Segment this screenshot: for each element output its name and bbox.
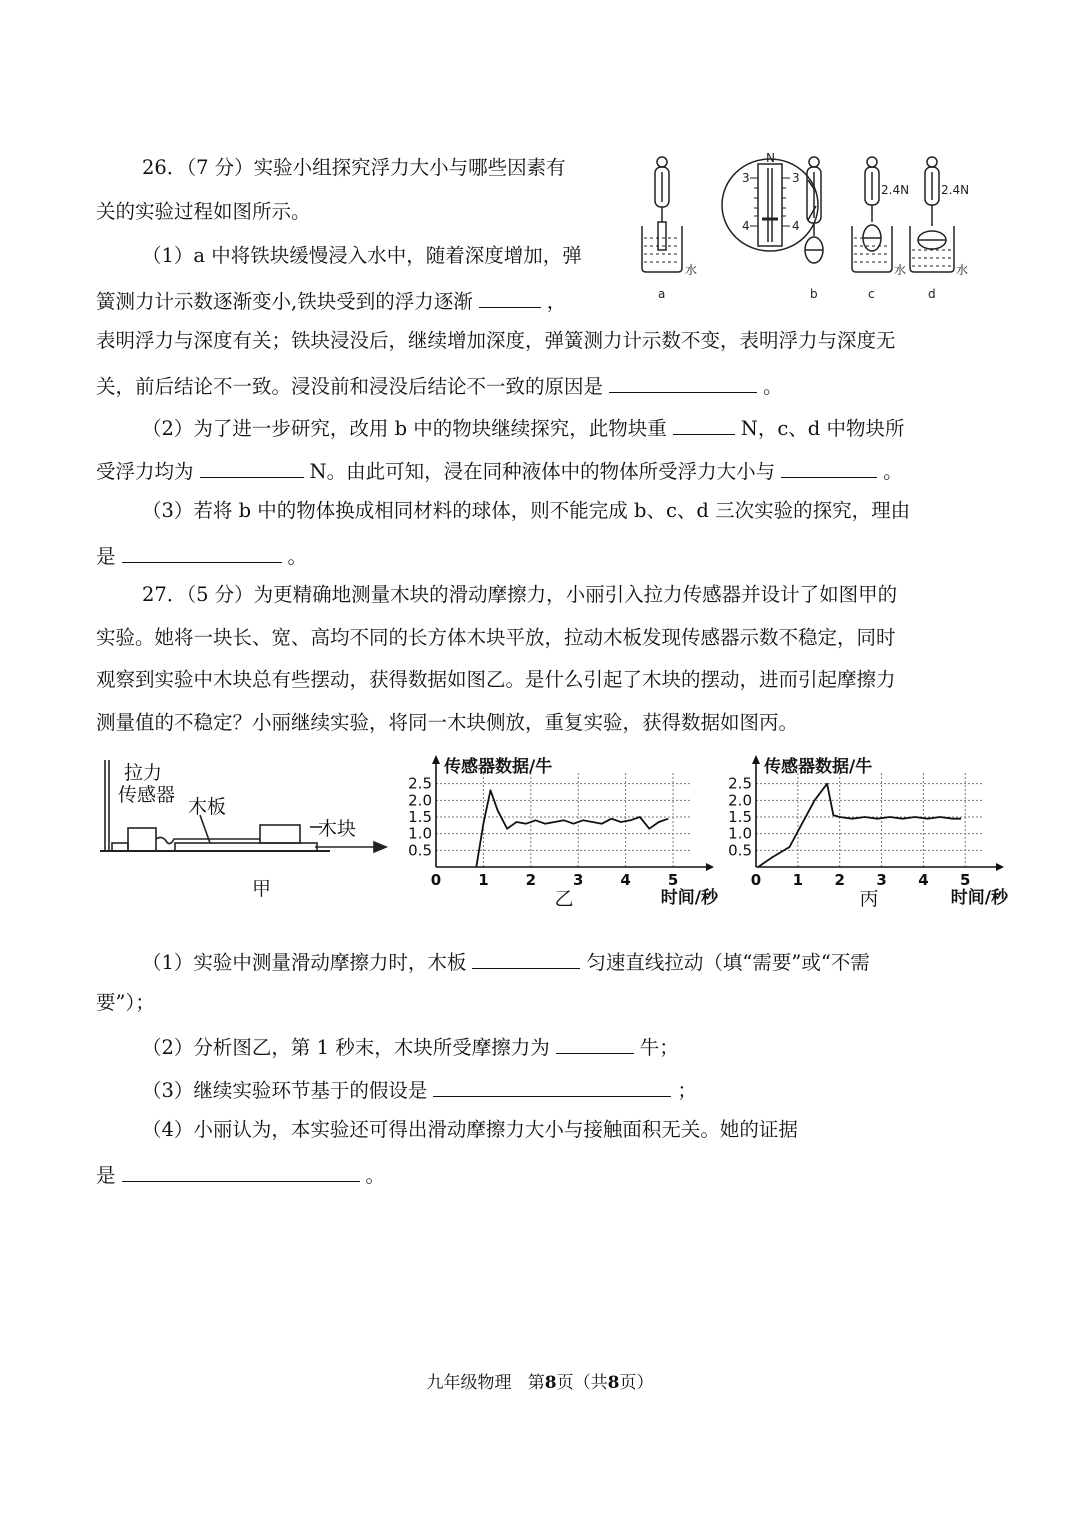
q27-p4-text: 是 bbox=[96, 1164, 116, 1187]
footer-page-prefix: 第 bbox=[527, 1373, 545, 1393]
x-tick-label: 5 bbox=[960, 871, 971, 889]
sensor-label-2: 传感器 bbox=[118, 784, 176, 806]
q26-p1-line3: 表明浮力与深度有关；铁块浸没后，继续增加深度，弹簧测力计示数不变，表明浮力与深度无 bbox=[96, 329, 896, 352]
answer-blank-6[interactable] bbox=[122, 542, 282, 563]
x-tick-label: 2 bbox=[834, 871, 845, 889]
water-label-d: 水 bbox=[956, 263, 969, 277]
q26-p1-text: 簧测力计示数逐渐变小,铁块受到的浮力逐渐 bbox=[96, 290, 473, 313]
x-tick-label: 4 bbox=[918, 871, 929, 889]
q26-p1-line4-text: 关，前后结论不一致。浸没前和浸没后结论不一致的原因是 bbox=[96, 375, 604, 398]
q27-p2 bbox=[142, 1033, 679, 1060]
water-label-a: 水 bbox=[685, 263, 698, 277]
zoom-tick-4-right: 4 bbox=[792, 219, 800, 233]
answer-blank-8[interactable] bbox=[556, 1033, 634, 1054]
footer-subject: 九年级物理 bbox=[426, 1373, 512, 1393]
q26-p1-line4 bbox=[96, 372, 783, 399]
chart-title: 传感器数据/牛 bbox=[764, 757, 873, 777]
x-tick-label: 3 bbox=[876, 871, 887, 889]
q26-p3-line2 bbox=[96, 542, 307, 569]
spring-scale-figure bbox=[640, 150, 1000, 310]
force-sensor bbox=[128, 828, 156, 851]
y-tick-label: 1.5 bbox=[728, 808, 752, 826]
q26-p3-text: 是 bbox=[96, 545, 116, 568]
q27-heading: 27．（5 分）为更精确地测量木块的滑动摩擦力，小丽引入拉力传感器并设计了如图甲的 bbox=[142, 583, 898, 606]
q27-p3-text: （3）继续实验环节基于的假设是 bbox=[142, 1079, 428, 1102]
footer-page-total: 8 bbox=[607, 1373, 620, 1393]
x-tick-label: 4 bbox=[620, 871, 631, 889]
y-tick-label: 2.5 bbox=[728, 774, 752, 793]
q27-p3-punct: ； bbox=[677, 1079, 697, 1102]
q27-p3 bbox=[142, 1076, 697, 1103]
scale-zoom-lens bbox=[722, 159, 818, 251]
y-tick-label: 2.0 bbox=[408, 791, 432, 810]
x-axis-arrow bbox=[706, 863, 714, 871]
zoom-tick-3-left: 3 bbox=[742, 171, 750, 185]
chart-caption: 丙 bbox=[859, 888, 879, 910]
board-label: 木板 bbox=[188, 796, 227, 818]
reading-c: 2.4N bbox=[881, 183, 910, 197]
page-footer bbox=[0, 1368, 1080, 1393]
q26-p2-line2-punct: 。 bbox=[883, 460, 903, 483]
q26-p2-text: （2）为了进一步研究，改用 b 中的物块继续探究，此物块重 bbox=[142, 417, 667, 440]
q27-p2-text: （2）分析图乙，第 1 秒末，木块所受摩擦力为 bbox=[142, 1036, 550, 1059]
sensor-data-line bbox=[758, 784, 961, 867]
q26-p2-text-b: N，c、d 中物块所 bbox=[740, 417, 905, 440]
y-axis-arrow bbox=[752, 755, 760, 764]
q27-line3: 观察到实验中木块总有些摆动，获得数据如图乙。是什么引起了木块的摆动，进而引起摩擦力 bbox=[96, 668, 896, 691]
sensor-chart-yi bbox=[400, 752, 720, 912]
q27-p4-punct: 。 bbox=[365, 1164, 386, 1187]
chart-title: 传感器数据/牛 bbox=[444, 757, 553, 777]
water-label-c: 水 bbox=[894, 263, 907, 277]
scale-b bbox=[805, 157, 823, 263]
x-axis-label: 时间/秒 bbox=[950, 888, 1008, 908]
x-axis-label: 时间/秒 bbox=[660, 888, 718, 908]
apparatus-figure bbox=[100, 755, 400, 905]
x-tick-label: 3 bbox=[573, 871, 584, 889]
q27-p4: （4）小丽认为，本实验还可得出滑动摩擦力大小与接触面积无关。她的证据 bbox=[142, 1118, 798, 1141]
answer-blank-9[interactable] bbox=[433, 1076, 671, 1097]
q26-p3-punct: 。 bbox=[287, 545, 308, 568]
q26-p2-line2 bbox=[96, 457, 903, 484]
zoom-tick-3-right: 3 bbox=[792, 171, 800, 185]
q27-p1 bbox=[142, 948, 870, 975]
q26-p1-line2 bbox=[96, 287, 566, 314]
answer-blank-5[interactable] bbox=[781, 457, 877, 478]
x-tick-label: 5 bbox=[667, 871, 679, 889]
footer-page-mid: 页（共 bbox=[556, 1373, 608, 1393]
q27-line4: 测量值的不稳定？小丽继续实验，将同一木块侧放，重复实验，获得数据如图丙。 bbox=[96, 711, 799, 734]
q27-line2: 实验。她将一块长、宽、高均不同的长方体木块平放，拉动木板发现传感器示数不稳定，同时 bbox=[96, 626, 896, 649]
answer-blank-2[interactable] bbox=[609, 372, 757, 393]
zoom-tick-4-left: 4 bbox=[742, 219, 750, 233]
q26-p2-line1 bbox=[142, 414, 904, 441]
q26-p1-line1: （1）a 中将铁块缓慢浸入水中，随着深度增加，弹 bbox=[142, 244, 582, 267]
x-tick-label: 0 bbox=[430, 871, 442, 889]
answer-blank-7[interactable] bbox=[472, 948, 580, 969]
q27-p1-text: （1）实验中测量滑动摩擦力时，木板 bbox=[142, 951, 467, 974]
x-tick-label: 1 bbox=[792, 871, 804, 889]
answer-blank-3[interactable] bbox=[673, 414, 735, 435]
wood-board bbox=[175, 843, 317, 851]
q27-p2-text-b: 牛； bbox=[639, 1036, 679, 1059]
q26-p3-line1: （3）若将 b 中的物体换成相同材料的球体，则不能完成 b、c、d 三次实验的探究，理由 bbox=[142, 499, 911, 522]
sensor-base bbox=[112, 843, 128, 851]
q27-p1-text-b: 匀速直线拉动（填“需要”或“不需 bbox=[586, 951, 870, 974]
answer-blank-4[interactable] bbox=[200, 457, 304, 478]
q26-p2-line2-text: 受浮力均为 bbox=[96, 460, 194, 483]
y-axis-arrow bbox=[432, 755, 440, 764]
x-axis-arrow bbox=[996, 863, 1004, 871]
footer-page-number: 8 bbox=[544, 1373, 557, 1393]
q26-p1-line4-punct: 。 bbox=[763, 375, 783, 398]
y-tick-label: 1.5 bbox=[408, 808, 432, 826]
label-d: d bbox=[928, 287, 936, 301]
q26-intro: 关的实验过程如图所示。 bbox=[96, 200, 311, 223]
footer-page-suffix: 页） bbox=[619, 1373, 654, 1393]
y-tick-label: 1.0 bbox=[728, 824, 752, 843]
y-tick-label: 1.0 bbox=[408, 824, 432, 843]
sensor-data-line bbox=[476, 790, 668, 867]
block-label: 木块 bbox=[318, 818, 357, 840]
scale-c bbox=[852, 157, 892, 272]
scale-a bbox=[642, 157, 682, 272]
q26-heading: 26．（7 分）实验小组探究浮力大小与哪些因素有 bbox=[142, 156, 566, 179]
y-tick-label: 0.5 bbox=[728, 841, 752, 860]
label-a: a bbox=[658, 287, 666, 301]
chart-caption: 乙 bbox=[554, 888, 574, 910]
q27-p4-cont bbox=[96, 1161, 385, 1188]
caption-jia: 甲 bbox=[252, 878, 272, 900]
zoom-unit-label: N bbox=[766, 151, 775, 165]
answer-blank-10[interactable] bbox=[122, 1161, 360, 1182]
sensor-label-1: 拉力 bbox=[124, 762, 163, 784]
y-tick-label: 2.0 bbox=[728, 791, 752, 810]
label-b: b bbox=[810, 287, 818, 301]
x-tick-label: 0 bbox=[750, 871, 762, 889]
y-tick-label: 0.5 bbox=[408, 841, 432, 860]
reading-d: 2.4N bbox=[941, 183, 970, 197]
q27-p1-cont: 要”）； bbox=[96, 991, 155, 1014]
wood-block bbox=[260, 825, 300, 843]
label-c: c bbox=[868, 287, 875, 301]
q26-p1-punct: ， bbox=[546, 290, 567, 313]
y-tick-label: 2.5 bbox=[408, 774, 432, 793]
x-tick-label: 2 bbox=[525, 871, 537, 889]
x-tick-label: 1 bbox=[478, 871, 489, 889]
scale-d bbox=[910, 157, 954, 272]
q26-p2-line2-text-b: N。由此可知，浸在同种液体中的物体所受浮力大小与 bbox=[309, 460, 776, 483]
answer-blank-1[interactable] bbox=[479, 287, 541, 308]
sensor-chart-bing bbox=[720, 752, 1010, 912]
